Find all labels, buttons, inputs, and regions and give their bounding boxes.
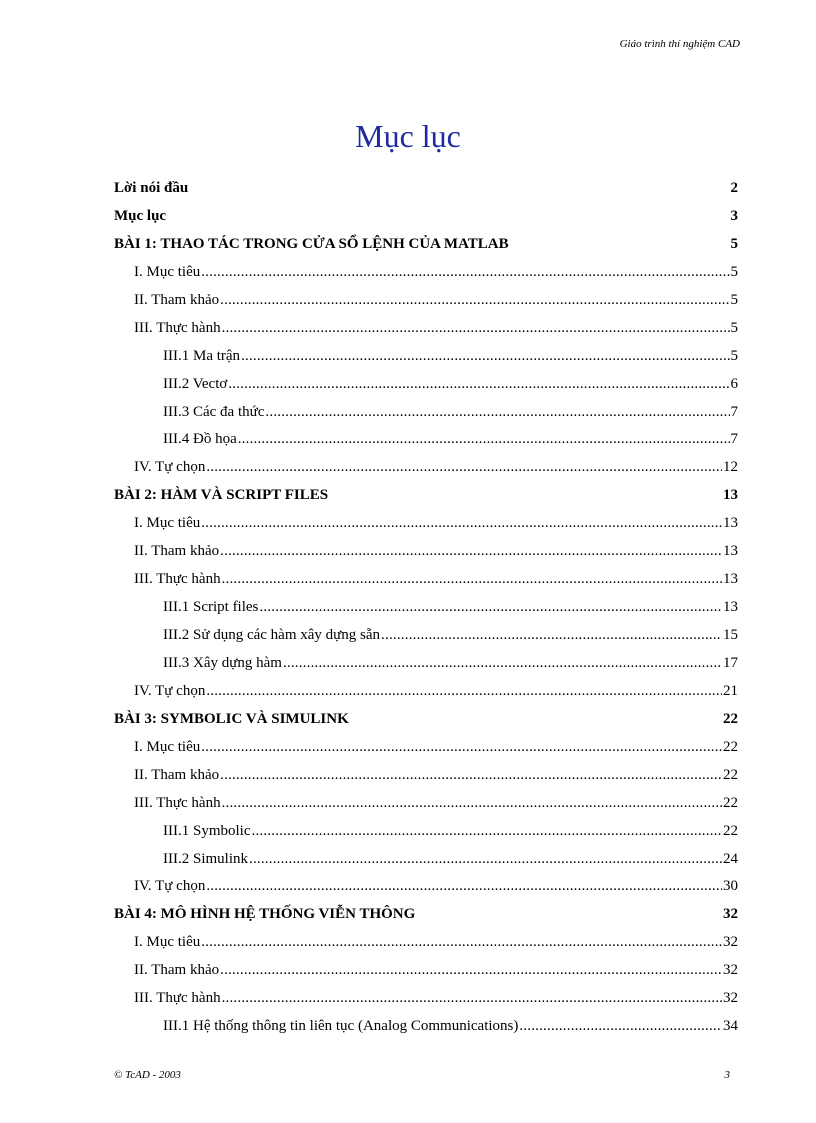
- toc-leader-dots: [519, 1013, 722, 1041]
- toc-entry[interactable]: [114, 762, 738, 790]
- toc-entry-label: III.3 Xây dựng hàm: [163, 654, 282, 671]
- toc-entry-label: II. Tham khảo: [134, 962, 220, 979]
- toc-entry-page: 30: [723, 878, 738, 895]
- toc-entry[interactable]: [114, 650, 738, 678]
- toc-leader-dots: [238, 426, 730, 454]
- toc-entry[interactable]: [114, 343, 738, 371]
- toc-leader-dots: [241, 343, 729, 371]
- toc-entry[interactable]: [114, 371, 738, 399]
- toc-leader-dots: [265, 399, 729, 427]
- toc-entry[interactable]: [114, 315, 738, 343]
- toc-leader-dots: [206, 678, 722, 706]
- toc-entry-label: I. Mục tiêu: [134, 738, 201, 755]
- toc-entry-page: 17: [723, 654, 738, 671]
- toc-entry-page: 15: [723, 627, 738, 643]
- table-of-contents: [114, 175, 738, 1041]
- toc-entry-label: III.2 Simulink: [163, 850, 248, 867]
- footer-copyright: © TcAD - 2003: [114, 1069, 181, 1081]
- toc-entry[interactable]: [114, 985, 738, 1013]
- toc-entry-page: 22: [723, 766, 738, 783]
- toc-entry-page: 13: [723, 543, 738, 560]
- toc-entry[interactable]: [114, 734, 738, 762]
- toc-entry-page: 34: [723, 1018, 738, 1035]
- toc-leader-dots: [283, 650, 722, 678]
- toc-entry[interactable]: [114, 790, 738, 818]
- toc-entry[interactable]: [114, 259, 738, 287]
- footer-page-number: 3: [724, 1069, 730, 1081]
- toc-entry[interactable]: [114, 622, 738, 650]
- toc-leader-dots: [220, 287, 729, 315]
- toc-entry[interactable]: [114, 426, 738, 454]
- toc-leader-dots: [206, 873, 722, 901]
- toc-entry-page: 32: [723, 906, 738, 923]
- toc-entry-label: Mục lục: [114, 207, 167, 224]
- toc-entry-label: II. Tham khảo: [134, 766, 220, 783]
- toc-entry-label: BÀI 3: SYMBOLIC VÀ SIMULINK: [114, 710, 349, 727]
- toc-entry-page: 22: [723, 794, 738, 811]
- toc-entry-page: 3: [730, 207, 738, 224]
- toc-entry-label: III. Thực hành: [134, 990, 221, 1007]
- toc-entry-label: III. Thực hành: [134, 794, 221, 811]
- toc-entry-page: 32: [723, 962, 738, 979]
- toc-leader-dots: [201, 734, 722, 762]
- toc-leader-dots: [222, 315, 730, 343]
- toc-entry-label: Lời nói đầu: [114, 180, 189, 196]
- toc-entry-page: 24: [723, 850, 738, 867]
- toc-entry-page: 6: [730, 375, 738, 392]
- toc-entry[interactable]: [114, 594, 738, 622]
- toc-entry-page: 13: [723, 487, 738, 504]
- toc-entry-label: III.4 Đồ họa: [163, 431, 237, 448]
- toc-leader-dots: [222, 790, 722, 818]
- toc-leader-dots: [259, 594, 722, 622]
- toc-entry[interactable]: [114, 873, 738, 901]
- toc-leader-dots: [220, 957, 722, 985]
- toc-leader-dots: [201, 259, 729, 287]
- toc-leader-dots: [222, 566, 722, 594]
- toc-entry-page: 13: [723, 599, 738, 616]
- toc-leader-dots: [249, 846, 722, 874]
- toc-entry[interactable]: [114, 203, 738, 231]
- toc-entry[interactable]: [114, 706, 738, 734]
- running-header: Giáo trình thí nghiệm CAD: [619, 38, 740, 50]
- toc-entry[interactable]: [114, 678, 738, 706]
- toc-entry[interactable]: [114, 818, 738, 846]
- toc-leader-dots: [201, 929, 722, 957]
- toc-entry-label: BÀI 2: HÀM VÀ SCRIPT FILES: [114, 487, 329, 504]
- toc-entry-label: IV. Tự chọn: [134, 459, 206, 476]
- toc-entry[interactable]: [114, 287, 738, 315]
- toc-entry-page: 5: [730, 263, 738, 280]
- toc-entry-label: IV. Tự chọn: [134, 878, 206, 895]
- toc-leader-dots: [220, 762, 722, 790]
- toc-entry-label: III.1 Symbolic: [163, 822, 251, 839]
- toc-entry-label: I. Mục tiêu: [134, 515, 201, 532]
- toc-leader-dots: [381, 622, 722, 650]
- toc-entry-label: BÀI 4: MÔ HÌNH HỆ THỐNG VIỄN THÔNG: [114, 906, 416, 923]
- toc-entry[interactable]: [114, 1013, 738, 1041]
- toc-entry[interactable]: [114, 175, 738, 203]
- toc-entry-label: IV. Tự chọn: [134, 682, 206, 699]
- toc-entry-label: III.1 Ma trận: [163, 347, 241, 364]
- toc-entry-page: 13: [723, 515, 738, 532]
- toc-leader-dots: [228, 371, 729, 399]
- toc-entry-label: III.1 Hệ thống thông tin liên tục (Analog Communications): [163, 1018, 519, 1035]
- toc-entry[interactable]: [114, 929, 738, 957]
- toc-entry-label: III. Thực hành: [134, 571, 221, 588]
- toc-entry-page: 32: [723, 934, 738, 951]
- toc-entry-label: III.3 Các đa thức: [163, 403, 265, 420]
- toc-entry[interactable]: [114, 454, 738, 482]
- toc-entry-label: I. Mục tiêu: [134, 934, 201, 951]
- toc-entry-page: 21: [723, 682, 738, 699]
- toc-entry-page: 7: [730, 431, 738, 448]
- toc-entry[interactable]: [114, 231, 738, 259]
- toc-entry[interactable]: [114, 482, 738, 510]
- toc-entry-label: III.1 Script files: [163, 599, 259, 616]
- toc-entry[interactable]: [114, 399, 738, 427]
- toc-entry-label: I. Mục tiêu: [134, 263, 201, 280]
- toc-entry-page: 7: [730, 403, 738, 420]
- toc-entry-label: II. Tham khảo: [134, 543, 220, 560]
- toc-leader-dots: [222, 985, 722, 1013]
- toc-entry-page: 2: [730, 180, 738, 196]
- toc-entry-page: 5: [730, 347, 738, 364]
- toc-entry[interactable]: [114, 957, 738, 985]
- toc-entry-page: 22: [723, 710, 738, 727]
- toc-entry-page: 12: [723, 459, 738, 476]
- toc-entry-page: 5: [730, 291, 738, 308]
- toc-entry-page: 5: [730, 235, 738, 252]
- toc-entry[interactable]: [114, 538, 738, 566]
- toc-entry-label: III. Thực hành: [134, 319, 221, 336]
- toc-leader-dots: [206, 454, 722, 482]
- toc-leader-dots: [220, 538, 722, 566]
- toc-entry-page: 13: [723, 571, 738, 588]
- toc-entry-label: II. Tham khảo: [134, 291, 220, 308]
- toc-entry[interactable]: [114, 566, 738, 594]
- toc-entry[interactable]: [114, 901, 738, 929]
- toc-entry[interactable]: [114, 510, 738, 538]
- toc-entry[interactable]: [114, 846, 738, 874]
- toc-entry-label: III.2 Vectơ: [163, 375, 228, 392]
- toc-leader-dots: [252, 818, 723, 846]
- toc-entry-label: III.2 Sử dụng các hàm xây dựng sẵn: [163, 627, 381, 643]
- toc-entry-label: BÀI 1: THAO TÁC TRONG CỬA SỔ LỆNH CỦA MATLAB: [114, 235, 509, 252]
- toc-entry-page: 5: [730, 319, 738, 336]
- toc-leader-dots: [201, 510, 722, 538]
- toc-entry-page: 22: [723, 738, 738, 755]
- page-title: Mục lục: [355, 118, 461, 154]
- toc-entry-page: 32: [723, 990, 738, 1007]
- toc-entry-page: 22: [723, 822, 738, 839]
